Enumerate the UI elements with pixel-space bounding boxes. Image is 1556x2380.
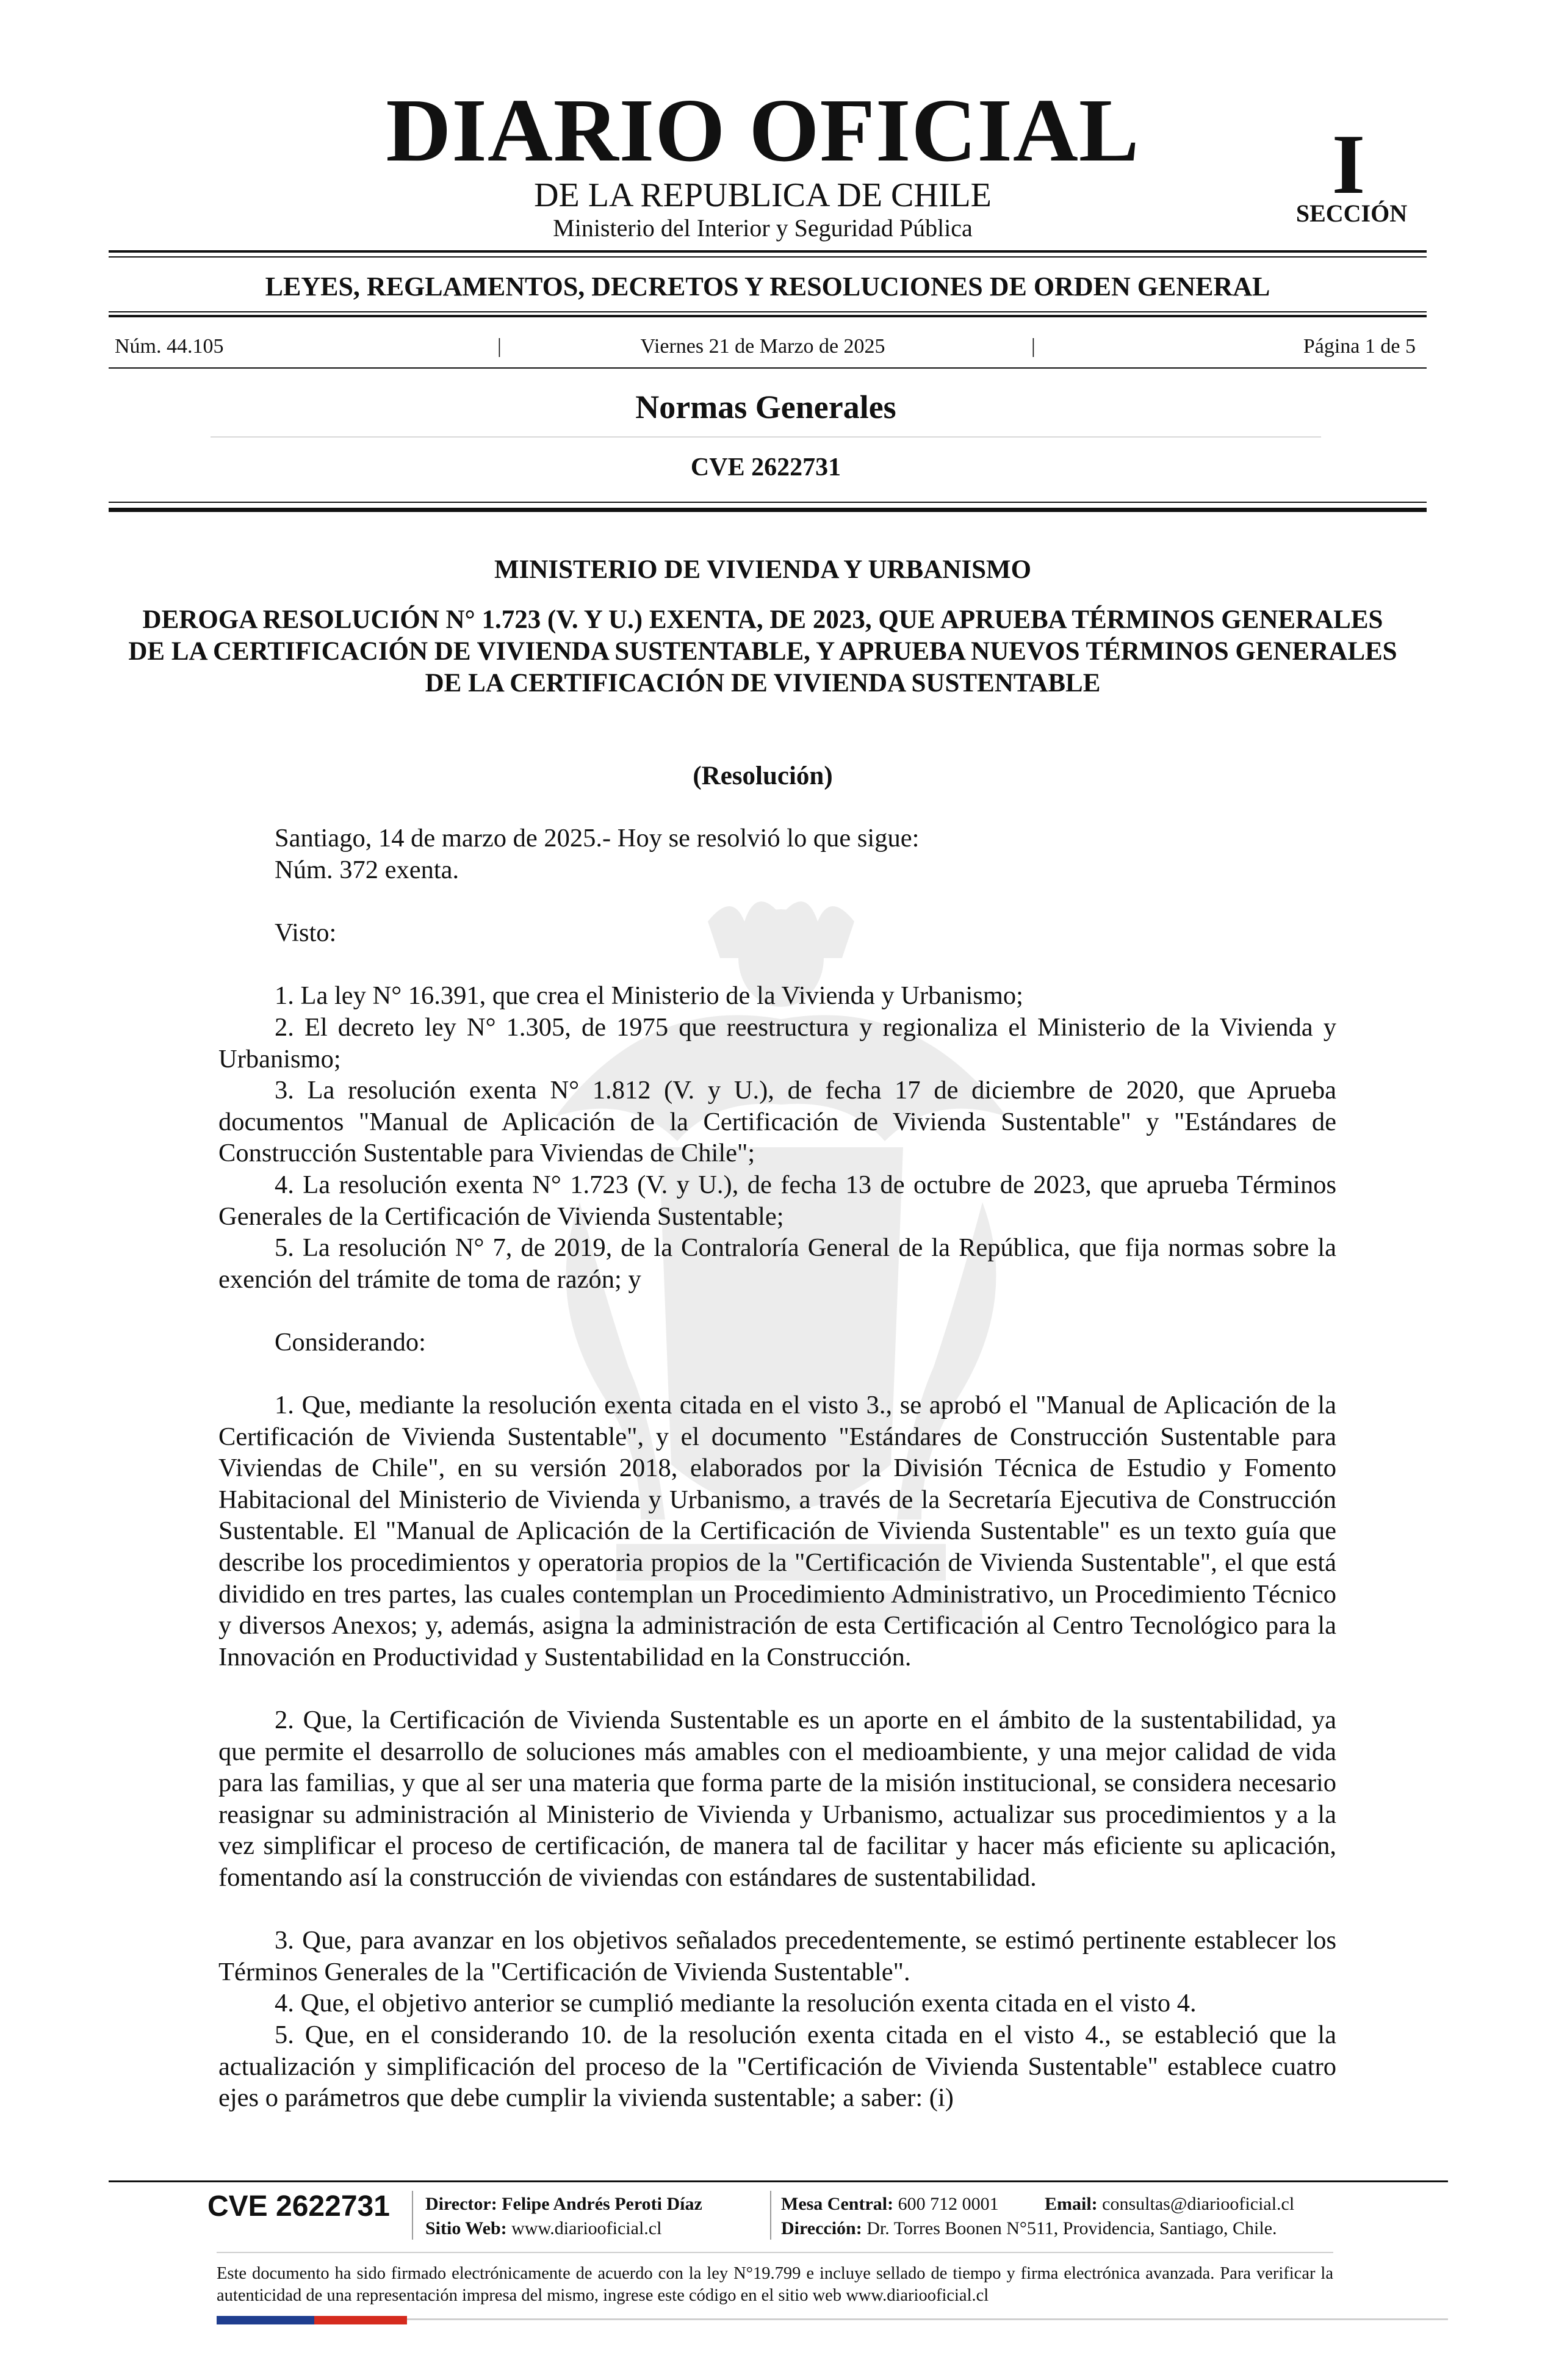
phone-label: Mesa Central:: [781, 2194, 894, 2214]
masthead-subtitle: DE LA REPUBLICA DE CHILE: [534, 176, 992, 214]
footer-website: [425, 2216, 661, 2241]
website-link[interactable]: www.diariooficial.cl: [511, 2218, 662, 2238]
footer-rule: [109, 2180, 1448, 2182]
considerando-item: 5. Que, en el considerando 10. de la resolución exenta citada en el visto 4., se estableció que la actualización y simplificación del proceso de la "Certificación de Vivienda Sustentable" establece cuatro ejes o parámetros que debe cumplir la vivienda sustentable; a saber: (i): [218, 2021, 1336, 2113]
footer-address: [781, 2216, 1277, 2241]
footer-email: [1045, 2192, 1294, 2216]
top-rule-thick: [109, 250, 1427, 253]
flag-stripe-grey: [407, 2318, 1448, 2320]
phone-number: 600 712 0001: [898, 2194, 999, 2214]
meta-separator: |: [497, 335, 502, 358]
header-end-rule-thick: [109, 508, 1427, 512]
footer-director: [425, 2192, 702, 2216]
laws-banner: LEYES, REGLAMENTOS, DECRETOS Y RESOLUCIONES DE ORDEN GENERAL: [265, 272, 1270, 301]
director-label: Director:: [425, 2194, 497, 2214]
footer-divider: [770, 2191, 771, 2240]
address-text: Dr. Torres Boonen N°511, Providencia, Santiago, Chile.: [866, 2218, 1277, 2238]
resolution-title: DEROGA RESOLUCIÓN N° 1.723 (V. Y U.) EXENTA, DE 2023, QUE APRUEBA TÉRMINOS GENERALES DE LA CERTIFICACIÓN DE VIVIENDA SUSTENTABLE, Y APRUEBA NUEVOS TÉRMINOS GENERALES DE LA CERTIFICACIÓN DE VIVIENDA SUSTENTABLE: [128, 605, 1397, 698]
section-title-rule: [211, 436, 1321, 438]
top-rule-thin: [109, 256, 1427, 258]
section-number: I: [1331, 117, 1366, 212]
meta-rule: [109, 367, 1427, 369]
considerando-item: 2. Que, la Certificación de Vivienda Sustentable es un aporte en el ámbito de la sustentabilidad, ya que permite el desarrollo de soluciones más amables con el medioambiente, y una mejor calidad de vida para las familias, y que al ser una materia que forma parte de la misión institucional, se considera necesario reasignar su administración al Ministerio de Vivienda y Urbanismo, actualizar sus procedimientos y a la vez simplificar el proceso de certificación, de manera tal de facilitar y hacer más eficiente su aplicación, fomentando así la construcción de viviendas con estándares de sustentabilidad.: [218, 1706, 1336, 1892]
email-label: Email:: [1045, 2194, 1098, 2214]
masthead-title: DIARIO OFICIAL: [386, 81, 1140, 181]
footer-cve: CVE 2622731: [207, 2190, 390, 2223]
banner-rule-thick: [109, 315, 1427, 317]
footer-divider: [412, 2191, 413, 2240]
masthead-ministry: Ministerio del Interior y Seguridad Pública: [553, 214, 973, 242]
considerando-heading: Considerando:: [275, 1328, 426, 1357]
footer-legal-rule: [217, 2252, 1333, 2253]
place-date: Santiago, 14 de marzo de 2025.- Hoy se resolvió lo que sigue:: [275, 824, 920, 853]
considerando-item: 3. Que, para avanzar en los objetivos señalados precedentemente, se estimó pertinente establecer los Términos Generales de la "Certificación de Vivienda Sustentable".: [218, 1926, 1336, 1986]
banner-rule-thin: [109, 311, 1427, 312]
considerando-item: 1. Que, mediante la resolución exenta citada en el visto 3., se aprobó el "Manual de Aplicación de la Certificación de Vivienda Sustentable", y el documento "Estándares de Construcción Sustentable para Viviendas de Chile", en su versión 2018, elaborados por la División Técnica de Estudio y Fomento Habitacional del Ministerio de Vivienda y Urbanismo, a través de la Secretaría Ejecutiva de Construcción Sustentable. El "Manual de Aplicación de la Certificación de Vivienda Sustentable" es un texto guía que describe los procedimientos y operatoria propios de la "Certificación de Vivienda Sustentable", el que está dividido en tres partes, las cuales contemplan un Procedimiento Administrativo, un Procedimiento Técnico y diversos Anexos; y, además, asigna la administración de esta Certificación al Centro Tecnológico para la Innovación en Productividad y Sustentabilidad en la Construcción.: [218, 1391, 1336, 1671]
header-end-rule-thin: [109, 502, 1427, 503]
visto-item: 2. El decreto ley N° 1.305, de 1975 que reestructura y regionaliza el Ministerio de la Vivienda y Urbanismo;: [218, 1013, 1336, 1073]
page-indicator: Página 1 de 5: [1303, 335, 1416, 358]
footer-phone: [781, 2192, 999, 2216]
flag-stripe-red: [314, 2316, 407, 2324]
director-name: Felipe Andrés Peroti Díaz: [502, 2194, 702, 2214]
visto-item: 4. La resolución exenta N° 1.723 (V. y U.), de fecha 13 de octubre de 2023, que aprueba Términos Generales de la Certificación de Vivienda Sustentable;: [218, 1170, 1336, 1231]
section-label: SECCIÓN: [1295, 200, 1408, 227]
issue-number: Núm. 44.105: [115, 335, 224, 358]
considerando-item: 4. Que, el objetivo anterior se cumplió mediante la resolución exenta citada en el visto 4.: [275, 1989, 1197, 2018]
footer-legal-notice: Este documento ha sido firmado electrónicamente de acuerdo con la ley N°19.799 e incluye sellado de tiempo y firma electrónica avanzada. Para verificar la autenticidad de una representación impresa del mismo, ingrese este código en el sitio web www.diariooficial.cl: [217, 2264, 1333, 2305]
resolution-number: Núm. 372 exenta.: [275, 856, 459, 884]
ministry-heading: MINISTERIO DE VIVIENDA Y URBANISMO: [494, 555, 1032, 584]
visto-item: 3. La resolución exenta N° 1.812 (V. y U.), de fecha 17 de diciembre de 2020, que Aprueba documentos "Manual de Aplicación de la Certificación de Vivienda Sustentable" y "Estándares de Construcción Sustentable para Viviendas de Chile";: [218, 1076, 1336, 1168]
meta-separator: |: [1031, 335, 1036, 358]
section-title: Normas Generales: [635, 389, 896, 425]
website-label: Sitio Web:: [425, 2218, 507, 2238]
visto-item: 1. La ley N° 16.391, que crea el Ministerio de la Vivienda y Urbanismo;: [275, 981, 1023, 1010]
issue-date: Viernes 21 de Marzo de 2025: [640, 335, 885, 358]
resolution-type: (Resolución): [693, 762, 833, 790]
cve-code: CVE 2622731: [690, 453, 841, 481]
visto-item: 5. La resolución N° 7, de 2019, de la Contraloría General de la República, que fija normas sobre la exención del trámite de toma de razón; y: [218, 1233, 1336, 1294]
address-label: Dirección:: [781, 2218, 862, 2238]
flag-stripe-blue: [217, 2316, 314, 2324]
visto-heading: Visto:: [275, 918, 337, 947]
email-link[interactable]: consultas@diariooficial.cl: [1102, 2194, 1295, 2214]
